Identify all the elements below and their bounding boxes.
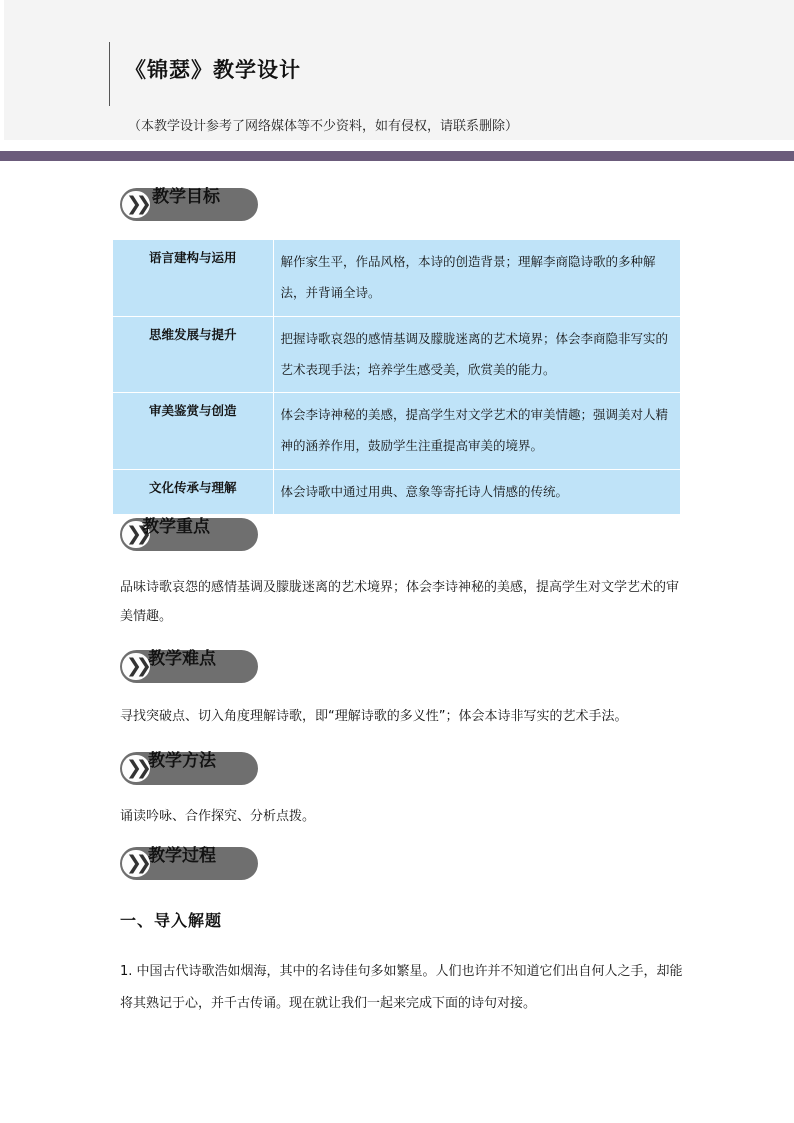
section-label: 教学难点 <box>148 649 216 669</box>
table-description-cell: 体会诗歌中通过用典、意象等寄托诗人情感的传统。 <box>273 469 680 514</box>
header-divider <box>109 42 110 106</box>
table-row <box>113 469 680 514</box>
section-label: 教学目标 <box>152 187 220 207</box>
table-description-cell: 体会李诗神秘的美感，提高学生对文学艺术的审美情趣；强调美对人精神的涵养作用，鼓励学生注重提高审美的境界。 <box>273 392 680 469</box>
difficulties-text: 寻找突破点、切入角度理解诗歌，即“理解诗歌的多义性”；体会本诗非写实的艺术手法。 <box>120 709 628 724</box>
section-heading-key-points <box>120 518 260 552</box>
table-description-cell: 把握诗歌哀怨的感情基调及朦胧迷离的艺术境界；体会李商隐非写实的艺术表现手法；培养学生感受美，欣赏美的能力。 <box>273 316 680 392</box>
methods-text: 诵读吟咏、合作探究、分析点拨。 <box>120 809 316 824</box>
process-subheading: 一、导入解题 <box>120 911 223 930</box>
section-label: 教学方法 <box>148 751 216 771</box>
table-category-cell: 思维发展与提升 <box>113 316 273 392</box>
table-row <box>113 316 680 392</box>
section-heading-difficulties <box>120 650 260 684</box>
double-chevron-icon: ❯❯ <box>126 523 146 545</box>
table-category-cell: 文化传承与理解 <box>113 469 273 514</box>
table-row <box>113 392 680 469</box>
section-heading-objectives <box>120 188 260 222</box>
section-heading-methods <box>120 752 260 786</box>
table-description-cell: 解作家生平，作品风格，本诗的创造背景；理解李商隐诗歌的多种解法，并背诵全诗。 <box>280 254 656 300</box>
double-chevron-icon: ❯❯ <box>126 193 146 215</box>
double-chevron-icon: ❯❯ <box>126 852 146 874</box>
table-category-cell: 审美鉴赏与创造 <box>113 392 273 469</box>
page-title: 《锦瑟》教学设计 <box>125 57 301 82</box>
double-chevron-icon: ❯❯ <box>126 757 146 779</box>
section-label: 教学重点 <box>142 517 210 537</box>
copyright-note: （本教学设计参考了网络媒体等不少资料，如有侵权，请联系删除） <box>128 119 519 134</box>
table-category-cell: 语言建构与运用 <box>113 240 273 316</box>
objectives-table <box>113 240 680 514</box>
key-points-text: 品味诗歌哀怨的感情基调及朦胧迷离的艺术境界；体会李诗神秘的美感，提高学生对文学艺术的审美情趣。 <box>120 580 680 624</box>
double-chevron-icon: ❯❯ <box>126 655 146 677</box>
accent-bar <box>0 151 794 161</box>
process-paragraph: 1. 中国古代诗歌浩如烟海，其中的名诗佳句多如繁星。人们也许并不知道它们出自何人之手，却能将其熟记于心，并千古传诵。现在就让我们一起来完成下面的诗句对接。 <box>120 964 683 1011</box>
section-label: 教学过程 <box>148 846 216 866</box>
table-row <box>113 240 680 316</box>
section-heading-process <box>120 847 260 881</box>
